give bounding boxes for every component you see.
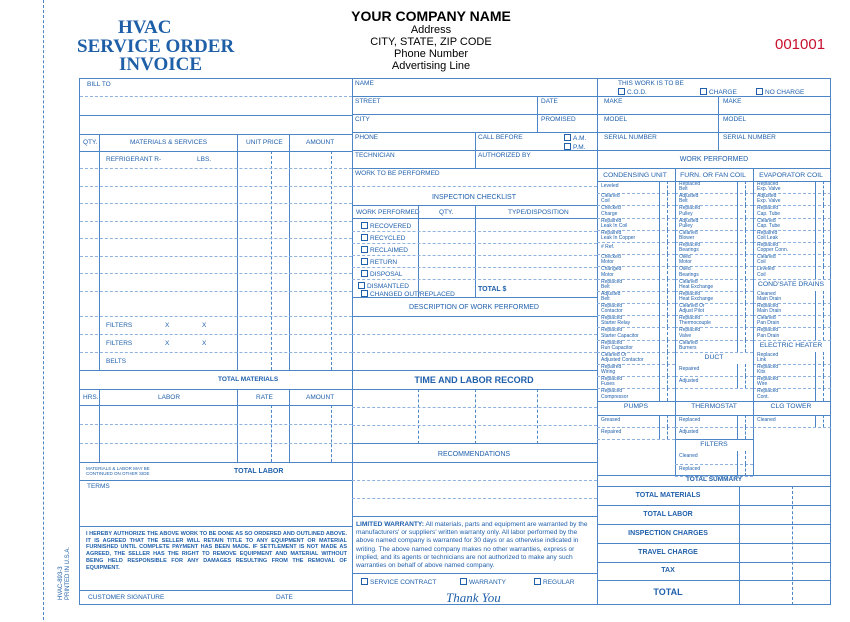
- condensing-item: Replaced Starter Relay: [601, 315, 631, 327]
- furnace-item: Adjusted Belt: [679, 193, 699, 205]
- furnace-item: Adjusted Pulley: [679, 217, 699, 229]
- recommendations-title: RECOMMENDATIONS: [437, 451, 511, 458]
- printed-in-usa: PRINTED IN U.S.A.: [65, 546, 71, 600]
- company-name: YOUR COMPANY NAME: [351, 8, 511, 24]
- phone-label: PHONE: [355, 134, 379, 141]
- pump-item: Greased: [601, 416, 621, 423]
- drain-item: Cleaned Main Drain: [757, 290, 782, 303]
- warranty-text: All materials, parts and equipment are warranted by the manufacturers' or suppliers' written warranty only. All labor performed by the above named company is warranted for 30 days or as otherwise indicated in writing. The above named company makes no other warranties, express or implied, and its agents or technicians are not authorized to make any such warranties on behalf of above named company.: [356, 521, 588, 570]
- invoice-number: 001001: [775, 36, 826, 53]
- electric-item: Replaced Kits: [757, 364, 779, 376]
- condensing-item: Checked Motor: [601, 254, 621, 266]
- furnace-item: Cleaned Blower: [679, 229, 698, 242]
- clg-tower-header: CLG TOWER: [770, 402, 812, 410]
- warranty-option[interactable]: WARRANTY: [460, 578, 506, 587]
- furnace-item: Oiled Bearings: [679, 266, 699, 278]
- inspection-checklist-title: INSPECTION CHECKLIST: [431, 194, 517, 201]
- condensing-item: Checked Charge: [601, 205, 621, 217]
- checklist-dismantled[interactable]: DISMANTLED: [358, 282, 409, 291]
- furnace-item: Replaced Bearings: [679, 242, 701, 254]
- total-labor-label: TOTAL LABOR: [234, 468, 284, 475]
- work-to-be-performed-label: WORK TO BE PERFORMED: [355, 170, 440, 177]
- limited-warranty: [356, 521, 596, 570]
- furnace-item: Replaced Belt: [679, 181, 701, 193]
- belts-label: BELTS: [106, 358, 127, 365]
- drain-item: Replaced Pan Drain: [757, 327, 780, 339]
- evaporator-item: Replaced Cap. Tube: [757, 205, 781, 217]
- call-before-label: CALL BEFORE: [478, 134, 523, 141]
- furnace-item: Replaced Pulley: [679, 205, 701, 217]
- summary-row-label: INSPECTION CHARGES: [628, 529, 708, 537]
- am-option[interactable]: A.M.: [564, 134, 586, 143]
- x-mark-2a: X: [165, 340, 170, 347]
- form-code: HVAC-893-3: [58, 566, 64, 600]
- charge-option[interactable]: CHARGE: [700, 88, 737, 97]
- work-performed-title: WORK PERFORMED: [679, 156, 749, 163]
- condensing-item: Repaired Leak In Coil: [601, 217, 628, 229]
- filter-item: Cleaned: [679, 453, 698, 460]
- cod-option[interactable]: C.O.D.: [618, 88, 647, 97]
- duct-item: Repaired: [679, 366, 700, 372]
- condensing-item: Repaired Wiring: [601, 364, 622, 376]
- company-address: Address: [410, 24, 452, 36]
- evaporator-item: Cleaned Coil: [757, 254, 776, 266]
- model-label-1: MODEL: [604, 116, 628, 123]
- evaporator-item: Replaced Copper Conn.: [757, 242, 789, 254]
- condensing-item: Adjusted Belt: [601, 290, 621, 303]
- checklist-qty-col: QTY.: [439, 209, 454, 216]
- condensing-item: # Ref.: [601, 244, 615, 250]
- x-mark-2b: X: [202, 340, 207, 347]
- evaporator-item: Leveled Coil: [757, 266, 775, 278]
- company-phone: Phone Number: [394, 48, 468, 60]
- other-side-note-2: CONTINUED ON OTHER SIDE: [86, 471, 150, 476]
- pumps-header: PUMPS: [623, 402, 649, 410]
- date-label: DATE: [541, 98, 558, 105]
- summary-row-label: TAX: [661, 567, 675, 574]
- qty-header: QTY.: [83, 139, 98, 146]
- serial-label-2: SERIAL NUMBER: [723, 134, 776, 141]
- rate-header: RATE: [256, 394, 273, 401]
- model-label-2: MODEL: [723, 116, 747, 123]
- checklist-recovered[interactable]: RECOVERED: [361, 222, 411, 231]
- customer-signature-label: CUSTOMER SIGNATURE: [88, 594, 165, 601]
- condensing-item: Leveled: [601, 183, 619, 189]
- name-label: NAME: [355, 80, 374, 87]
- checklist-reclaimed[interactable]: RECLAIMED: [361, 246, 408, 255]
- summary-row-label: TRAVEL CHARGE: [638, 548, 698, 556]
- x-mark-1a: X: [165, 322, 170, 329]
- unit-price-header: UNIT PRICE: [246, 139, 283, 146]
- electric-heater-header: ELECTRIC HEATER: [759, 341, 823, 349]
- filter-item: Replaced: [679, 465, 701, 472]
- pm-option[interactable]: P.M.: [564, 143, 586, 152]
- this-work-label: THIS WORK IS TO BE: [618, 80, 684, 87]
- thermostat-item: Adjusted: [679, 429, 699, 435]
- electric-item: Replaced Wire: [757, 376, 779, 388]
- checklist-return[interactable]: RETURN: [361, 258, 397, 267]
- drain-item: Replaced Main Drain: [757, 303, 782, 315]
- thermostat-header: THERMOSTAT: [691, 402, 737, 410]
- x-mark-1b: X: [202, 322, 207, 329]
- furnace-item: Replaced Thermocouple: [679, 315, 711, 327]
- duct-header: DUCT: [704, 353, 724, 361]
- furnace-item: Oiled Motor: [679, 254, 692, 266]
- time-labor-title: TIME AND LABOR RECORD: [414, 375, 534, 385]
- warranty-title: LIMITED WARRANTY:: [356, 521, 425, 528]
- summary-row-label: TOTAL MATERIALS: [635, 491, 701, 499]
- serial-label-1: SERIAL NUMBER: [604, 134, 657, 141]
- condensing-unit-header: CONDENSING UNIT: [603, 172, 667, 179]
- no-charge-option[interactable]: NO CHARGE: [756, 88, 804, 97]
- summary-row-label: TOTAL: [653, 586, 683, 597]
- refrigerant-unit: LBS.: [197, 156, 212, 163]
- condensing-item: Repaired Leak In Copper: [601, 229, 636, 242]
- thermostat-item: Replaced: [679, 416, 701, 423]
- amount-header: AMOUNT: [306, 139, 335, 146]
- regular-option[interactable]: REGULAR: [534, 578, 574, 587]
- form-title-line-1: HVAC: [118, 17, 172, 38]
- other-side-note-1: MATERIALS & LABOR MAY BE: [86, 466, 150, 471]
- labor-header: LABOR: [158, 394, 181, 401]
- condensing-item: Cleaned Coil: [601, 193, 620, 205]
- labor-amount-header: AMOUNT: [306, 394, 335, 401]
- perforation-line: [43, 0, 44, 620]
- furnace-item: Replaced Heat Exchange: [679, 290, 714, 303]
- drains-header: COND'SATE DRAINS: [757, 280, 825, 288]
- form-title-line-3: INVOICE: [119, 54, 203, 75]
- total-summary-title: TOTAL SUMMARY: [685, 476, 743, 483]
- total-dollar-label: TOTAL $: [478, 286, 507, 293]
- furnace-item: Cleaned Or Adjust Pilot: [679, 303, 705, 315]
- electric-item: Replaced Link: [757, 351, 779, 364]
- condensing-item: Replaced Starter Capacitor: [601, 327, 639, 339]
- form-title-line-2: SERVICE ORDER: [77, 36, 235, 57]
- company-advertising: Advertising Line: [391, 60, 471, 72]
- description-title: DESCRIPTION OF WORK PERFORMED: [409, 304, 539, 311]
- terms-label: TERMS: [87, 483, 110, 490]
- evaporator-item: Adjusted Exp. Valve: [757, 193, 781, 205]
- hrs-header: HRS.: [83, 394, 99, 401]
- thank-you-script: Thank You: [446, 590, 501, 605]
- authorization-terms: I HEREBY AUTHORIZE THE ABOVE WORK TO BE DONE AS SO ORDERED AND OUTLINED ABOVE. IT IS AGREED THAT THE SELLER WILL RETAIN TITLE TO ANY EQUIPMENT OR MATERIAL FURNISHED UNTIL COMPLETE PAYMENT HAS BEEN MADE. IF SETTLEMENT IS NOT MADE AS AGREED, THE SELLER HAS THE RIGHT TO REMOVE EQUIPMENT AND MATERIAL WITHOUT BEING HELD RESPONSIBLE FOR ANY DAMAGES RESULTING FROM THE REMOVAL OF EQUIPMENT.: [86, 531, 347, 571]
- drain-item: Cleaned Pan Drain: [757, 315, 780, 327]
- condensing-item: Replaced Contactor: [601, 303, 623, 315]
- condensing-item: Replaced Belt: [601, 278, 623, 290]
- evaporator-item: Replaced Exp. Valve: [757, 181, 781, 193]
- make-label-2: MAKE: [723, 98, 742, 105]
- furnace-item: Cleaned Heat Exchange: [679, 278, 714, 290]
- street-label: STREET: [355, 98, 381, 105]
- service-contract-option[interactable]: SERVICE CONTRACT: [361, 578, 436, 587]
- city-label: CITY: [355, 116, 370, 123]
- furnace-item: Replaced Valve: [679, 327, 701, 339]
- condensing-item: Cleaned Or Adjusted Contactor: [601, 351, 644, 364]
- type-disposition-col: TYPE/DISPOSITION: [508, 209, 569, 216]
- form-code-vertical: [58, 547, 72, 600]
- make-label-1: MAKE: [604, 98, 623, 105]
- condensing-item: Replaced Fuses: [601, 376, 623, 388]
- checklist-recycled[interactable]: RECYCLED: [361, 234, 405, 243]
- evaporator-header: EVAPORATOR COIL: [759, 172, 823, 179]
- evaporator-item: Cleaned Cap. Tube: [757, 217, 781, 229]
- condensing-item: Changed Motor: [601, 266, 622, 278]
- electric-item: Replaced Cont.: [757, 388, 779, 400]
- signature-date-label: DATE: [276, 594, 293, 601]
- work-performed-col: WORK PERFORMED: [356, 209, 420, 216]
- filters-label-2: FILTERS: [106, 340, 133, 347]
- company-city: CITY, STATE, ZIP CODE: [370, 36, 492, 48]
- condensing-item: Replaced Run Capacitor: [601, 339, 633, 351]
- filters-header: FILTERS: [700, 441, 728, 449]
- checklist-disposal[interactable]: DISPOSAL: [361, 270, 403, 279]
- duct-item: Adjusted: [679, 378, 699, 385]
- materials-header: MATERIALS & SERVICES: [130, 139, 208, 146]
- total-materials-label: TOTAL MATERIALS: [218, 376, 279, 383]
- technician-label: TECHNICIAN: [355, 152, 395, 159]
- clg-tower-item: Cleaned: [757, 416, 776, 423]
- checklist-changed-out[interactable]: CHANGED OUT/REPLACED: [361, 290, 455, 299]
- evaporator-item: Repaired Coil Leak: [757, 229, 778, 242]
- furnace-item: Cleaned Burners: [679, 339, 698, 351]
- summary-row-label: TOTAL LABOR: [643, 510, 693, 518]
- promised-label: PROMISED: [541, 116, 576, 123]
- pump-item: Repaired: [601, 429, 622, 435]
- furnace-header: FURN. OR FAN COIL: [680, 172, 746, 179]
- condensing-item: Replaced Compressor: [601, 388, 629, 400]
- filters-label-1: FILTERS: [106, 322, 133, 329]
- bill-to-label: BILL TO: [87, 81, 111, 88]
- refrigerant-label: REFRIGERANT R-: [106, 156, 162, 163]
- authorized-by-label: AUTHORIZED BY: [478, 152, 531, 159]
